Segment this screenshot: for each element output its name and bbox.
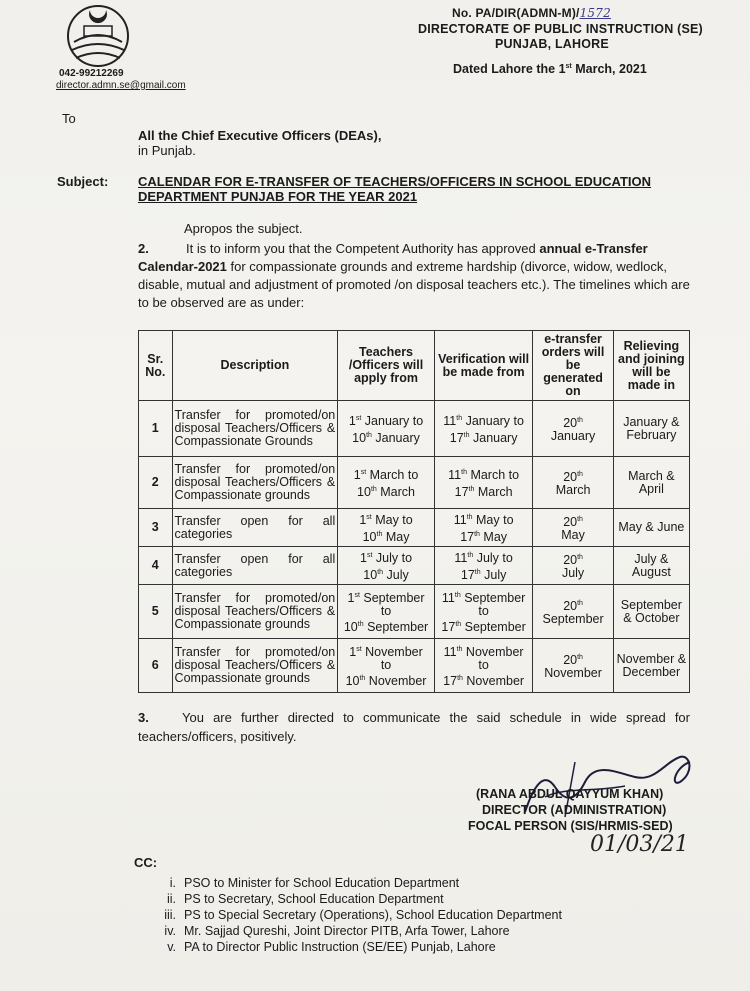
header-description: Description xyxy=(172,331,338,401)
row-description: Transfer for promoted/on disposal Teachers/Officers & Compassionate grounds xyxy=(172,457,338,509)
row-orders-date: 20th July xyxy=(533,547,613,585)
row-relieving: May & June xyxy=(613,509,689,547)
row-verification-period: 11th September to 17th September xyxy=(434,585,533,639)
row-relieving: January & February xyxy=(613,401,689,457)
row-apply-period: 1st May to 10th May xyxy=(338,509,435,547)
row-verification-period: 11th January to 17th January xyxy=(434,401,533,457)
cc-label: CC: xyxy=(134,855,158,870)
transfer-calendar-table xyxy=(138,330,690,693)
row-description: Transfer open for all categories xyxy=(172,509,338,547)
punjab-government-logo xyxy=(60,2,136,68)
row-description: Transfer for promoted/on disposal Teachers/Officers & Compassionate grounds xyxy=(172,639,338,693)
row-verification-period: 11th March to 17th March xyxy=(434,457,533,509)
row-orders-date: 20th March xyxy=(533,457,613,509)
row-relieving: March & April xyxy=(613,457,689,509)
reference-number: No. PA/DIR(ADMN-M)/1572 xyxy=(452,6,611,20)
row-relieving: September & October xyxy=(613,585,689,639)
table-row xyxy=(139,457,690,509)
table-row xyxy=(139,401,690,457)
row-number: 3 xyxy=(139,509,173,547)
to-label: To xyxy=(62,111,76,126)
row-orders-date: 20th May xyxy=(533,509,613,547)
row-relieving: November & December xyxy=(613,639,689,693)
handwritten-date: 01/03/21 xyxy=(590,832,689,857)
row-description: Transfer open for all categories xyxy=(172,547,338,585)
signatory-title: DIRECTOR (ADMINISTRATION) xyxy=(482,803,667,817)
paragraph-3: 3. You are further directed to communicate the said schedule in wide spread for teachers/officers, positively. xyxy=(138,710,690,744)
header-verification: Verification will be made from xyxy=(434,331,533,401)
email-link[interactable]: director.admn.se@gmail.com xyxy=(56,80,186,91)
subject-text: CALENDAR FOR E-TRANSFER OF TEACHERS/OFFICERS IN SCHOOL EDUCATION DEPARTMENT PUNJAB FOR THE YEAR 2021 xyxy=(138,174,652,204)
row-verification-period: 11th July to 17th July xyxy=(434,547,533,585)
letter-date: Dated Lahore the 1st March, 2021 xyxy=(453,62,647,76)
apropos-line: Apropos the subject. xyxy=(184,221,303,236)
list-item: v. PA to Director Public Instruction (SE/EE) Punjab, Lahore xyxy=(167,940,496,954)
table-row xyxy=(139,585,690,639)
subject-label: Subject: xyxy=(57,174,109,189)
row-number: 6 xyxy=(139,639,173,693)
header-orders-generated: e-transfer orders will be generated on xyxy=(533,331,613,401)
addressee-line-1: All the Chief Executive Officers (DEAs), xyxy=(138,128,382,143)
row-verification-period: 11th November to 17th November xyxy=(434,639,533,693)
row-description: Transfer for promoted/on disposal Teachers/Officers & Compassionate grounds xyxy=(172,585,338,639)
directorate-name: DIRECTORATE OF PUBLIC INSTRUCTION (SE) xyxy=(418,22,703,36)
row-number: 1 xyxy=(139,401,173,457)
row-number: 2 xyxy=(139,457,173,509)
table-row xyxy=(139,509,690,547)
row-orders-date: 20th September xyxy=(533,585,613,639)
row-apply-period: 1st July to 10th July xyxy=(338,547,435,585)
header-sr-no: Sr. No. xyxy=(139,331,173,401)
table-row xyxy=(139,547,690,585)
row-apply-period: 1st March to 10th March xyxy=(338,457,435,509)
row-apply-period: 1st September to 10th September xyxy=(338,585,435,639)
row-relieving: July & August xyxy=(613,547,689,585)
addressee-line-2: in Punjab. xyxy=(138,143,196,158)
row-apply-period: 1st November to 10th November xyxy=(338,639,435,693)
signatory-name: (RANA ABDUL QAYYUM KHAN) xyxy=(476,787,664,801)
cc-list xyxy=(148,875,562,955)
paragraph-2: 2. It is to inform you that the Competent Authority has approved annual e-Transfer Calendar-2021 for compassionate grounds and extreme hardship (divorce, widow, wedlock, disable, mutual and adjustment of promoted /on disposal teachers etc.). The timelines which are to be observed are as under: xyxy=(138,241,690,310)
row-verification-period: 11th May to 17th May xyxy=(434,509,533,547)
list-item: i. PSO to Minister for School Education Department xyxy=(169,876,460,890)
row-apply-period: 1st January to 10th January xyxy=(338,401,435,457)
phone-number: 042-99212269 xyxy=(59,68,124,79)
directorate-location: PUNJAB, LAHORE xyxy=(495,37,609,51)
table-row xyxy=(139,639,690,693)
list-item: ii. PS to Secretary, School Education Department xyxy=(166,892,444,906)
row-number: 5 xyxy=(139,585,173,639)
list-item: iii. PS to Special Secretary (Operations), School Education Department xyxy=(164,908,562,922)
row-orders-date: 20th January xyxy=(533,401,613,457)
list-item: iv. Mr. Sajjad Qureshi, Joint Director PITB, Arfa Tower, Lahore xyxy=(164,924,510,938)
header-relieving-joining: Relieving and joining will be made in xyxy=(613,331,689,401)
row-orders-date: 20th November xyxy=(533,639,613,693)
signatory-focal-person: FOCAL PERSON (SIS/HRMIS-SED) xyxy=(468,819,673,833)
row-description: Transfer for promoted/on disposal Teachers/Officers & Compassionate Grounds xyxy=(172,401,338,457)
row-number: 4 xyxy=(139,547,173,585)
header-teachers-apply: Teachers /Officers will apply from xyxy=(338,331,435,401)
